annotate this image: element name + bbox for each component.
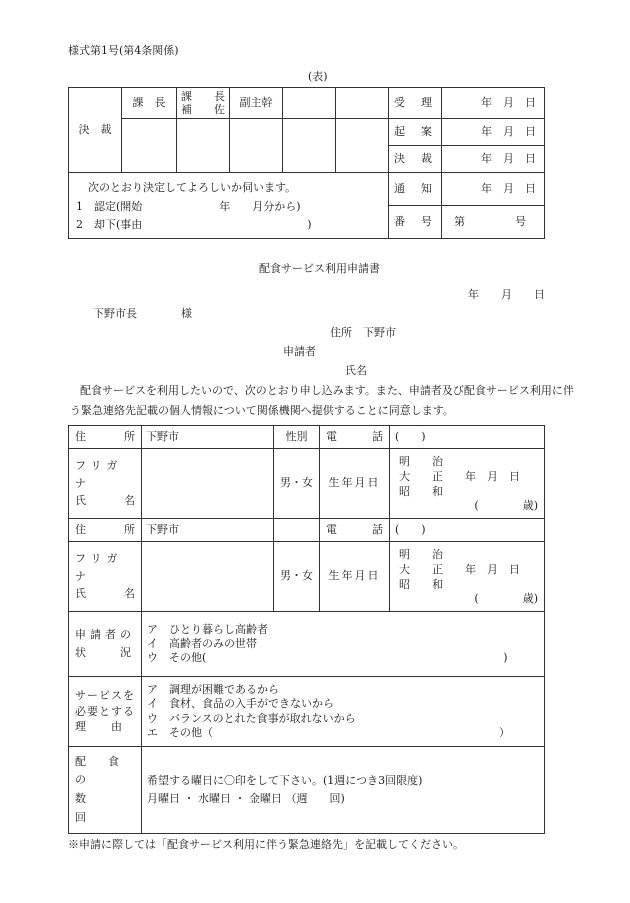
applicant-name-label: 氏名	[345, 364, 367, 377]
approval-row-label: 通 知	[389, 173, 442, 206]
name-label: フリガナ 氏 名	[69, 449, 142, 519]
phone-value: ( )	[390, 426, 545, 449]
applicant-address-label: 住所 下野市	[330, 326, 396, 339]
delivery-label: 配 食 の 数 回	[69, 747, 142, 834]
approval-row-label: 決 裁	[389, 146, 442, 173]
phone-label: 電 話	[320, 519, 390, 542]
number-label: 番 号	[389, 206, 442, 239]
birth-value: 明 治 大 正 年 月 日 昭 和 ( 歳)	[390, 542, 545, 612]
application-table	[68, 425, 545, 834]
status-label: 申請者の 状 況	[69, 612, 142, 677]
approval-table	[68, 87, 545, 239]
address-value: 下野市	[142, 519, 274, 542]
status-option: ウ その他( )	[147, 651, 508, 665]
footer-note: ※申請に際しては「配食サービス利用に伴う緊急連絡先」を記載してください。	[68, 838, 464, 851]
approval-stamp-cell	[336, 88, 389, 119]
approval-date: 年 月 日	[442, 146, 545, 173]
approval-stamp-cell	[336, 119, 389, 173]
birth-label: 生年月日	[320, 542, 390, 612]
reason-options	[142, 677, 545, 747]
reason-option: ウ バランスのとれた食事が取れないから	[147, 711, 356, 725]
document-title: 配食サービス利用申請書	[259, 262, 380, 275]
reason-label: サービスを 必要とする 理 由	[69, 677, 142, 747]
gender-value: 男・女	[274, 542, 320, 612]
intro-line-1: 配食サービスを利用したいので、次のとおり申し込みます。また、申請者及び配食サービス利用に伴	[80, 384, 574, 397]
gender-value: 男・女	[274, 449, 320, 519]
form-number: 様式第1号(第4条関係)	[68, 44, 179, 57]
gender-header: 性別	[274, 426, 320, 449]
address-label: 住 所	[69, 426, 142, 449]
approval-date: 年 月 日	[442, 88, 545, 119]
number-value: 第 号	[442, 206, 545, 239]
status-options	[142, 612, 545, 677]
kessai-header: 決 裁	[69, 88, 122, 173]
name-value	[142, 449, 274, 519]
approval-stamp-cell	[283, 88, 336, 119]
status-option: イ 高齢者のみの世帯	[147, 636, 257, 650]
address-label: 住 所	[69, 519, 142, 542]
kacho-header: 課 長	[122, 88, 177, 119]
phone-label: 電 話	[320, 426, 390, 449]
approval-stamp-cell	[230, 119, 283, 173]
reason-option: エ その他（ ）	[147, 725, 510, 739]
delivery-days: 希望する曜日に〇印をして下さい。(1週につき3回限度) 月曜日 ・ 水曜日 ・ 金曜日 （週 回)	[142, 747, 545, 834]
gender-header	[274, 519, 320, 542]
approval-stamp-cell	[283, 119, 336, 173]
address-value: 下野市	[142, 426, 274, 449]
name-label: フリガナ 氏 名	[69, 542, 142, 612]
approval-stamp-cell	[177, 119, 230, 173]
applicant-label: 申請者	[283, 345, 316, 358]
approval-date: 年 月 日	[442, 119, 545, 146]
status-option: ア ひとり暮らし高齢者	[147, 622, 268, 636]
decision-cell: 次のとおり決定してよろしいか伺います。 1 認定(開始 年 月分から) 2 却下(事由 )	[69, 173, 389, 239]
front-side-label: (表)	[308, 70, 328, 83]
addressee: 下野市長 様	[93, 307, 192, 320]
phone-value: ( )	[390, 519, 545, 542]
approval-stamp-cell	[122, 119, 177, 173]
name-value	[142, 542, 274, 612]
fukushukan-header: 副主幹	[230, 88, 283, 119]
reason-option: ア 調理が困難であるから	[147, 682, 279, 696]
approval-date: 年 月 日	[442, 173, 545, 206]
hosa-header: 課 長 補 佐	[177, 88, 230, 119]
birth-value: 明 治 大 正 年 月 日 昭 和 ( 歳)	[390, 449, 545, 519]
reason-option: イ 食材、食品の入手ができないから	[147, 697, 334, 711]
application-date: 年 月 日	[468, 288, 545, 301]
approval-row-label: 受 理	[389, 88, 442, 119]
approval-row-label: 起 案	[389, 119, 442, 146]
birth-label: 生年月日	[320, 449, 390, 519]
intro-line-2: う緊急連絡先記載の個人情報について関係機関へ提供することに同意します。	[70, 404, 454, 417]
